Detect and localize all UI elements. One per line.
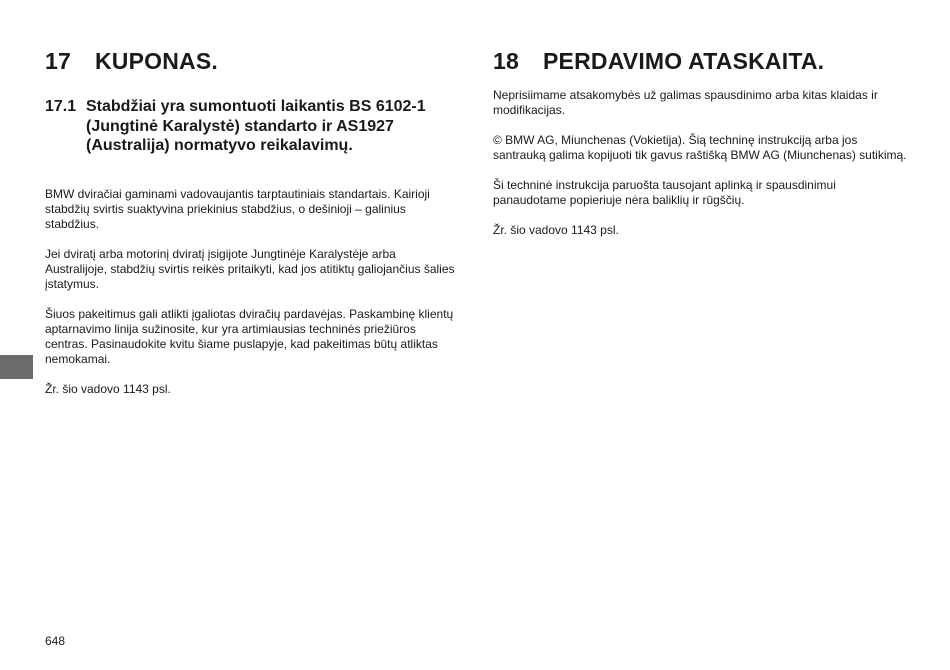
section-title: KUPONAS. bbox=[95, 48, 219, 74]
paragraph: Ši techninė instrukcija paruošta tausojant aplinką ir spausdinimui panaudotame popieriuje nėra baliklių ir rūgščių. bbox=[493, 178, 836, 207]
section-number: 18 bbox=[493, 48, 519, 74]
subsection-number: 17.1 bbox=[45, 98, 77, 115]
page-reference: Žr. šio vadovo 1143 psl. bbox=[45, 382, 171, 396]
subsection-heading-17-1 bbox=[45, 97, 445, 156]
section-title: PERDAVIMO ATASKAITA. bbox=[543, 48, 825, 74]
section-heading-17 bbox=[45, 48, 218, 75]
subsection-title: Stabdžiai yra sumontuoti laikantis BS 6102-1 (Jungtinė Karalystė) standarto ir AS1927 (Australija) normatyvo reikalavimų. bbox=[86, 98, 426, 154]
chapter-tab-marker bbox=[0, 355, 33, 379]
page-number: 648 bbox=[45, 634, 66, 648]
paragraph: Jei dviratį arba motorinį dviratį įsigijote Jungtinėje Karalystėje arba Australijoje, stabdžių svirtis reikės pritaikyti, kad jos atitiktų galiojančius šalies įstatymus. bbox=[45, 247, 455, 291]
paragraph: Neprisiimame atsakomybės už galimas spausdinimo arba kitas klaidas ir modifikacijas. bbox=[493, 88, 878, 117]
section-heading-18 bbox=[493, 48, 824, 75]
section-number: 17 bbox=[45, 48, 71, 74]
paragraph: Šiuos pakeitimus gali atlikti įgaliotas dviračių pardavėjas. Paskambinę klientų aptarnavimo linija sužinosite, kur yra artimiausias techninės priežiūros centras. Pasinaudokite kvitu šiame puslapyje, kad pakeitimas būtų atliktas nemokamai. bbox=[45, 307, 454, 366]
right-body-text bbox=[493, 88, 908, 253]
paragraph: © BMW AG, Miunchenas (Vokietija). Šią techninę instrukciją arba jos santrauką galima kopijuoti tik gavus raštišką BMW AG (Miunchenas) sutikimą. bbox=[493, 133, 907, 162]
left-body-text bbox=[45, 187, 460, 412]
page-reference: Žr. šio vadovo 1143 psl. bbox=[493, 223, 619, 237]
paragraph: BMW dviračiai gaminami vadovaujantis tarptautiniais standartais. Kairioji stabdžių svirtis suaktyvina priekinius stabdžius, o dešinioji – galinius stabdžius. bbox=[45, 187, 430, 231]
